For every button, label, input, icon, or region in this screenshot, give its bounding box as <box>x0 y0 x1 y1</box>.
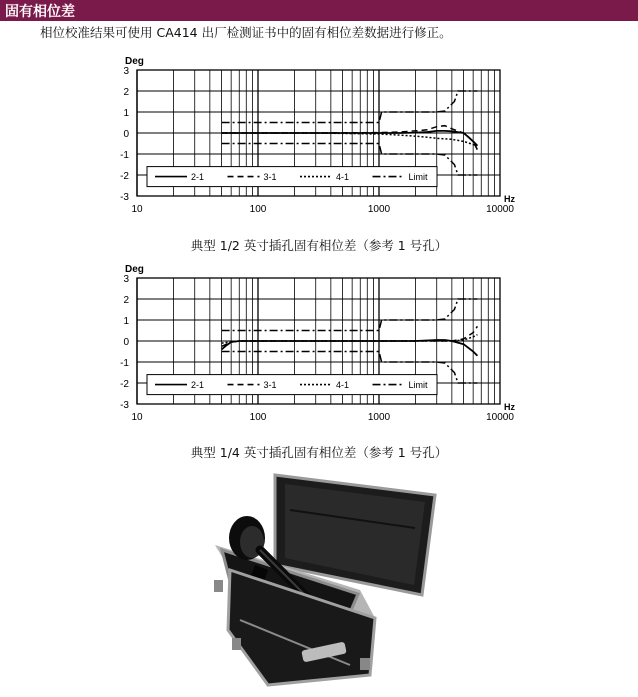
y-axis-label: Deg <box>125 56 144 67</box>
section-header-bar <box>0 0 638 21</box>
y-tick-label: -3 <box>120 400 129 411</box>
x-tick-label: 10 <box>131 204 143 215</box>
x-tick-label: 1000 <box>367 412 391 423</box>
series-line-limit <box>222 91 478 123</box>
series-line-2-1 <box>222 340 478 356</box>
y-tick-label: 3 <box>123 66 129 77</box>
y-tick-label: 2 <box>123 295 129 306</box>
y-tick-label: 1 <box>123 316 129 327</box>
x-axis-label: Hz <box>504 402 515 412</box>
legend-label: Limit <box>408 172 428 183</box>
phase-chart-quarter-inch <box>0 258 638 428</box>
x-tick-label: 10000 <box>486 204 514 215</box>
x-tick-label: 10 <box>131 412 143 423</box>
series-line-3-1 <box>222 326 478 346</box>
legend-label: 2-1 <box>191 380 205 391</box>
intro-text: 相位校准结果可使用 CA414 出厂检测证书中的固有相位差数据进行修正。 <box>40 25 452 40</box>
y-tick-label: 1 <box>123 108 129 119</box>
legend-label: 4-1 <box>336 380 350 391</box>
chart-caption-half-inch: 典型 1/2 英寸插孔固有相位差（参考 1 号孔） <box>190 238 448 253</box>
x-tick-label: 100 <box>249 204 267 215</box>
phase-chart-half-inch <box>0 50 638 225</box>
chart-caption-quarter-inch: 典型 1/4 英寸插孔固有相位差（参考 1 号孔） <box>190 445 448 460</box>
y-tick-label: -2 <box>120 379 129 390</box>
legend-label: 3-1 <box>263 380 277 391</box>
y-tick-label: 0 <box>123 129 129 140</box>
y-tick-label: -2 <box>120 171 129 182</box>
y-tick-label: 2 <box>123 87 129 98</box>
y-tick-label: 0 <box>123 337 129 348</box>
section-title: 固有相位差 <box>5 4 75 20</box>
calibrator-case-photo <box>200 470 445 690</box>
y-tick-label: -3 <box>120 192 129 203</box>
y-tick-label: -1 <box>120 358 129 369</box>
x-tick-label: 10000 <box>486 412 514 423</box>
legend-label: 4-1 <box>336 172 350 183</box>
legend-label: Limit <box>408 380 428 391</box>
y-tick-label: 3 <box>123 274 129 285</box>
x-axis-label: Hz <box>504 194 515 204</box>
y-axis-label: Deg <box>125 264 144 275</box>
series-line-limit <box>222 299 478 331</box>
x-tick-label: 100 <box>249 412 267 423</box>
y-tick-label: -1 <box>120 150 129 161</box>
legend-label: 3-1 <box>263 172 277 183</box>
x-tick-label: 1000 <box>367 204 391 215</box>
legend-label: 2-1 <box>191 172 205 183</box>
